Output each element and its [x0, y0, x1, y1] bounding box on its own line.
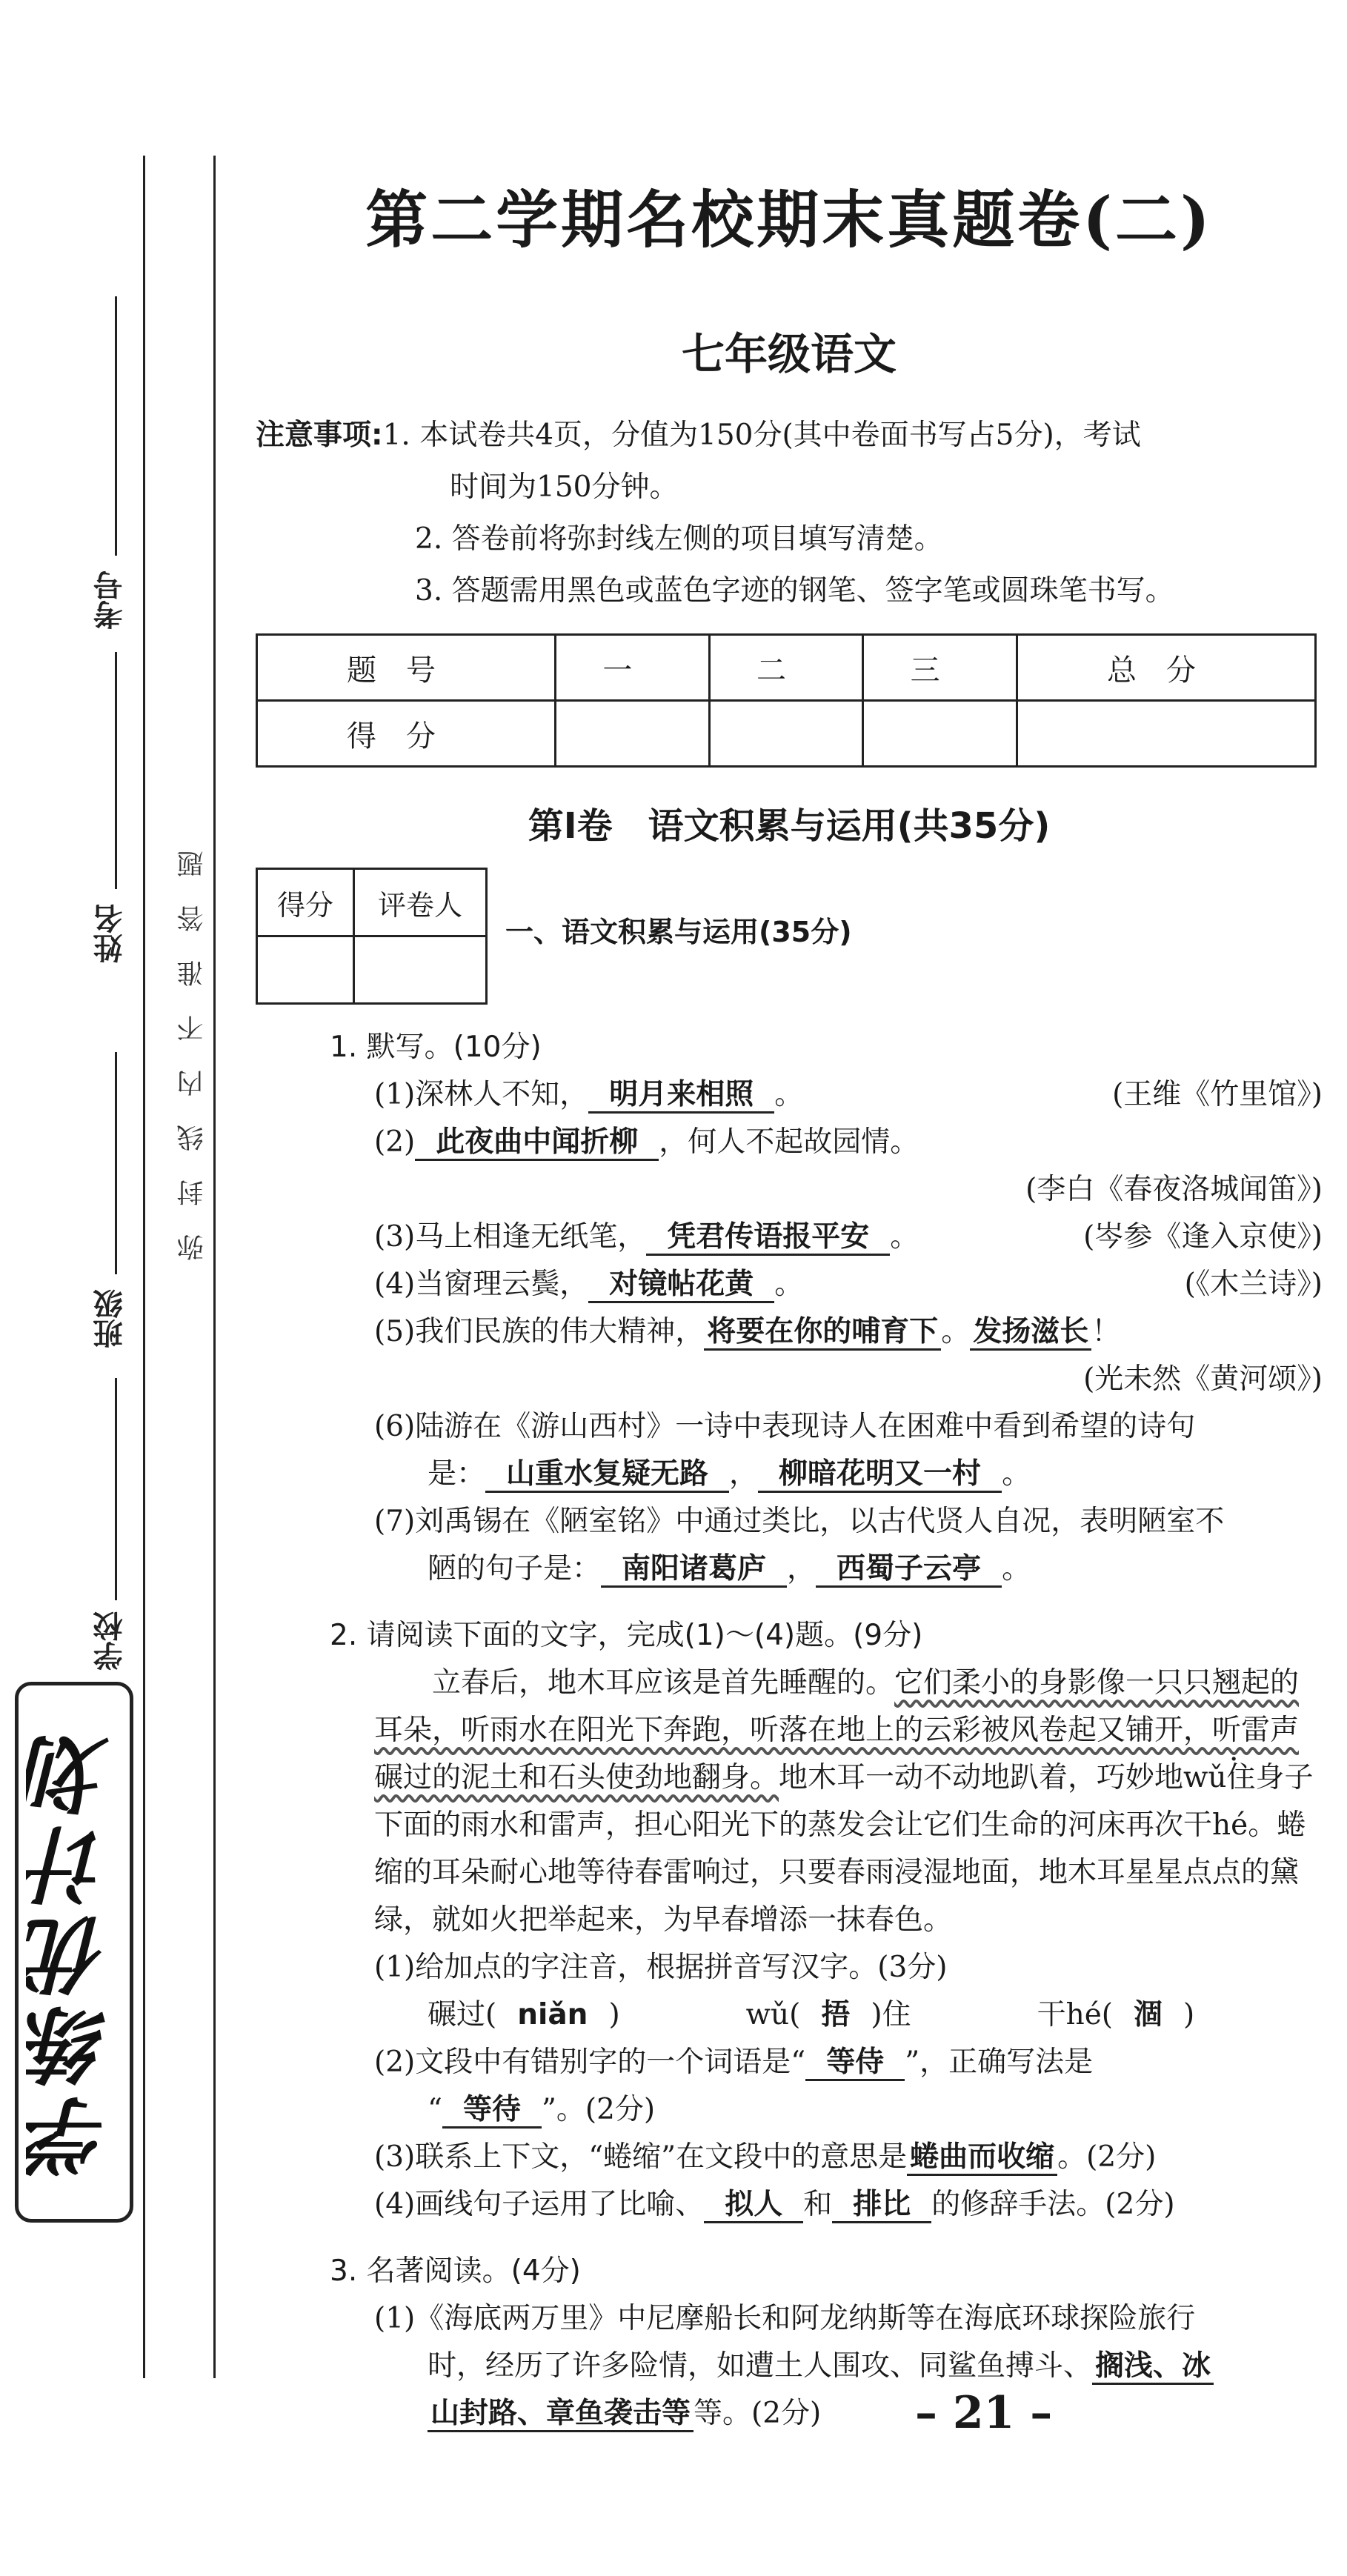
subject-title: 七年级语文: [681, 329, 897, 379]
answer: 明月来相照: [588, 1078, 774, 1114]
school-blank: [115, 1378, 117, 1600]
answer: 搁浅、冰: [1092, 2349, 1214, 2385]
notice-label: 注意事项:: [256, 419, 383, 452]
score-cell[interactable]: [556, 701, 710, 767]
score-cell[interactable]: [1017, 701, 1315, 767]
binding-line-inner: [213, 156, 216, 2378]
answer: 柳暗花明又一村: [758, 1457, 1002, 1493]
class-blank: [115, 1052, 117, 1274]
page-number: – 21 –: [915, 2387, 1053, 2439]
grader-table: [256, 868, 488, 1005]
answer: 山重水复疑无路: [485, 1457, 729, 1493]
score-table-row: [257, 701, 1316, 767]
score-header-cell: 一: [556, 635, 710, 701]
q1-line-6-answer: 是： 山重水复疑无路 ， 柳暗花明又一村 。: [256, 1451, 1323, 1498]
name-blank: [115, 652, 117, 889]
q2-sub-4: (4)画线句子运用了比喻、 拟人 和 排比 的修辞手法。(2分): [256, 2181, 1323, 2229]
score-table: [256, 633, 1317, 768]
answer: 拟人: [704, 2188, 803, 2223]
answer: 将要在你的哺育下: [704, 1315, 941, 1351]
score-cell[interactable]: [863, 701, 1017, 767]
answer: 等侍: [805, 2046, 905, 2081]
exam-no-label: 考号: [93, 570, 127, 630]
source: (《木兰诗》): [1184, 1268, 1323, 1301]
score-table-header: [257, 635, 1316, 701]
main-content: [256, 170, 1323, 2437]
answer: 山封路、章鱼袭击等: [428, 2397, 694, 2432]
q2-sub-2-cont: “ 等待 ”。(2分): [256, 2086, 1323, 2134]
q1-line-1: (1)深林人不知， 明月来相照 。 (王维《竹里馆》): [256, 1071, 1323, 1119]
answer: 涸: [1134, 1998, 1163, 2031]
notice-block: [256, 410, 1323, 617]
grader-score-cell[interactable]: [257, 936, 354, 1004]
q1-line-3: (3)马上相逢无纸笔， 凭君传语报平安 。 (岑参《逢入京使》): [256, 1214, 1323, 1261]
answer: 此夜曲中闻折柳: [415, 1125, 659, 1161]
q1-line-4: (4)当窗理云鬓， 对镜帖花黄 。 (《木兰诗》): [256, 1261, 1323, 1308]
source: (李白《春夜洛城闻笛》): [1025, 1173, 1323, 1206]
notice-item-1-cont: 时间为150分钟。: [450, 470, 679, 504]
source: (岑参《逢入京使》): [1083, 1220, 1323, 1254]
part1-header: [256, 868, 1323, 1005]
q3-sub-1-cont: 时，经历了许多险情，如遭土人围攻、同鲨鱼搏斗、 搁浅、冰: [256, 2343, 1323, 2390]
class-label: 班级: [93, 1289, 127, 1348]
score-cell[interactable]: [709, 701, 863, 767]
q2-sub-2: (2)文段中有错别字的一个词语是“ 等侍 ”，正确写法是: [256, 2039, 1323, 2086]
name-label: 姓名: [93, 904, 127, 963]
q1-line-2: (2) 此夜曲中闻折柳 ，何人不起故园情。: [256, 1119, 1323, 1166]
notice-item-3: 3. 答题需用黑色或蓝色字迹的钢笔、签字笔或圆珠笔书写。: [415, 574, 1174, 608]
score-header-cell: 二: [709, 635, 863, 701]
notice-item-2: 2. 答卷前将弥封线左侧的项目填写清楚。: [415, 522, 943, 556]
q1-line-6: (6)陆游在《游山西村》一诗中表现诗人在困难中看到希望的诗句: [374, 1410, 1196, 1443]
score-header-cell: 三: [863, 635, 1017, 701]
binding-line-outer: [143, 156, 145, 2378]
answer: 对镜帖花黄: [588, 1268, 774, 1303]
dotted-pinyin: wǔ ·: [1183, 1761, 1227, 1794]
q3-sub-1-cont2: 山封路、章鱼袭击等 等。(2分): [256, 2390, 1323, 2437]
q3-sub-1: (1)《海底两万里》中尼摩船长和阿龙纳斯等在海底环球探险旅行: [374, 2302, 1196, 2335]
q1-line-5: (5)我们民族的伟大精神， 将要在你的哺育下 。 发扬滋长 ！: [256, 1308, 1323, 1356]
brand-text: 学练优计划: [25, 1726, 123, 2178]
q1-stem: 1. 默写。(10分): [330, 1031, 542, 1064]
q2-sub-1: (1)给加点的字注音，根据拼音写汉字。(3分): [374, 1951, 948, 1984]
seal-warning-text: 弥封线内不准答题: [177, 822, 207, 1261]
questions: [256, 1024, 1323, 2437]
answer: 南阳诸葛庐: [601, 1552, 787, 1588]
q2-stem: 2. 请阅读下面的文字，完成(1)～(4)题。(9分): [330, 1619, 923, 1652]
answer: 排比: [832, 2188, 931, 2223]
source: (光未然《黄河颂》): [1083, 1362, 1323, 1396]
answer: 西蜀子云亭: [816, 1552, 1002, 1588]
q1-line-7: (7)刘禹锡在《陋室铭》中通过类比，以古代贤人自况，表明陋室不: [374, 1505, 1225, 1538]
answer: 凭君传语报平安: [646, 1220, 890, 1256]
grader-name-cell[interactable]: [354, 936, 487, 1004]
grader-score-label: 得分: [257, 869, 354, 936]
grader-label: 评卷人: [354, 869, 487, 936]
underlined-sentence: 它们柔小的身影像一只只翘起的耳朵，听雨水在阳光下奔跑，听落在地上的云彩被风卷起又铺开，听雷声碾过的泥土和石头使劲地翻身。: [374, 1666, 1300, 1794]
q2-passage: 立春后，地木耳应该是首先睡醒的。它们柔小的身影像一只只翘起的耳朵，听雨水在阳光下奔跑，听落在地上的云彩被风卷起又铺开，听雷声碾过的泥土和石头使劲地翻身。地木耳一动不动地趴着，巧妙地wǔ ·住身子下面的雨水和雷声，担心阳光下的蒸发会让它们生命的河床再次干hé。蜷缩的耳朵耐心地等待春雷响过，只要春雨浸湿地面，地木耳星星点点的黛绿，就如火把举起来，为早春增添一抹春色。: [256, 1660, 1323, 1944]
page-title: 第二学期名校期末真题卷(二): [365, 183, 1213, 256]
exam-no-blank: [115, 296, 117, 556]
score-header-cell: 总分: [1017, 635, 1315, 701]
answer: 蜷曲而收缩: [907, 2140, 1057, 2176]
notice-item-1: 1. 本试卷共4页，分值为150分(其中卷面书写占5分)，考试: [382, 419, 1141, 452]
source: (王维《竹里馆》): [1112, 1078, 1323, 1111]
q1-line-7-answer: 陋的句子是： 南阳诸葛庐 ， 西蜀子云亭 。: [256, 1545, 1323, 1593]
q3-stem: 3. 名著阅读。(4分): [330, 2254, 581, 2288]
school-label: 学校: [93, 1611, 127, 1671]
answer: 捂: [821, 1998, 851, 2031]
answer: 发扬滋长: [970, 1315, 1091, 1351]
part1-title: 一、语文积累与运用(35分): [505, 916, 852, 948]
answer: niǎn: [517, 1998, 588, 2031]
q2-sub-1-answers: 碾过( niǎn ) wǔ( 捂 )住 干hé( 涸 ): [428, 1998, 1195, 2031]
score-header-cell: 题号: [257, 635, 556, 701]
section-title: 第Ⅰ卷 语文积累与运用(共35分): [528, 805, 1051, 847]
answer: 等待: [442, 2093, 542, 2129]
brand-logo: [15, 1682, 133, 2223]
q2-sub-3: (3)联系上下文，“蜷缩”在文段中的意思是 蜷曲而收缩 。(2分): [256, 2134, 1323, 2181]
score-row-label: 得分: [257, 701, 556, 767]
